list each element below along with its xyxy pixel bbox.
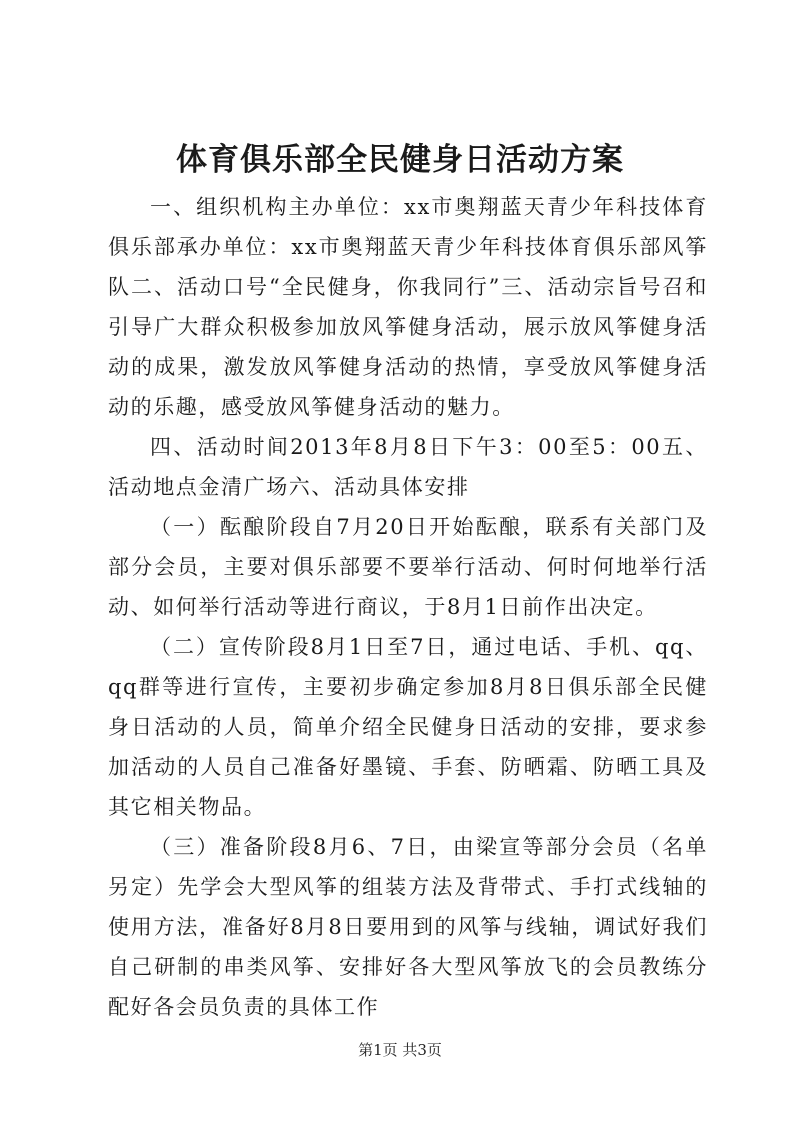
paragraph-stage-two: （二）宣传阶段8月1日至7日，通过电话、手机、qq、qq群等进行宣传，主要初步确定参加8月8日俱乐部全民健身日活动的人员，简单介绍全民健身日活动的安排，要求参加活动的人员自己准备好墨镜、手套、防晒霜、防晒工具及其它相关物品。 — [108, 635, 708, 819]
paragraph-time-location: 四、活动时间2013年8月8日下午3：00至5：00五、活动地点金清广场六、活动具体安排 — [108, 435, 708, 499]
paragraph-stage-three: （三）准备阶段8月6、7日，由梁宣等部分会员（名单另定）先学会大型风筝的组装方法及背带式、手打式线轴的使用方法，准备好8月8日要用到的风筝与线轴，调试好我们自己研制的串类风筝、安排好各大型风筝放飞的会员教练分配好各会员负责的具体工作 — [108, 835, 708, 1019]
paragraph-organization: 一、组织机构主办单位：xx市奥翔蓝天青少年科技体育俱乐部承办单位：xx市奥翔蓝天青少年科技体育俱乐部风筝队二、活动口号“全民健身，你我同行”三、活动宗旨号召和引导广大群众积极参加放风筝健身活动，展示放风筝健身活动的成果，激发放风筝健身活动的热情，享受放风筝健身活动的乐趣，感受放风筝健身活动的魅力。 — [108, 195, 708, 419]
page-number-footer: 第1页 共3页 — [358, 1041, 442, 1059]
document-body — [108, 187, 708, 1027]
document-title: 体育俱乐部全民健身日活动方案 — [176, 142, 624, 178]
paragraph-stage-one: （一）酝酿阶段自7月20日开始酝酿，联系有关部门及部分会员，主要对俱乐部要不要举行活动、何时何地举行活动、如何举行活动等进行商议，于8月1日前作出决定。 — [108, 515, 708, 619]
